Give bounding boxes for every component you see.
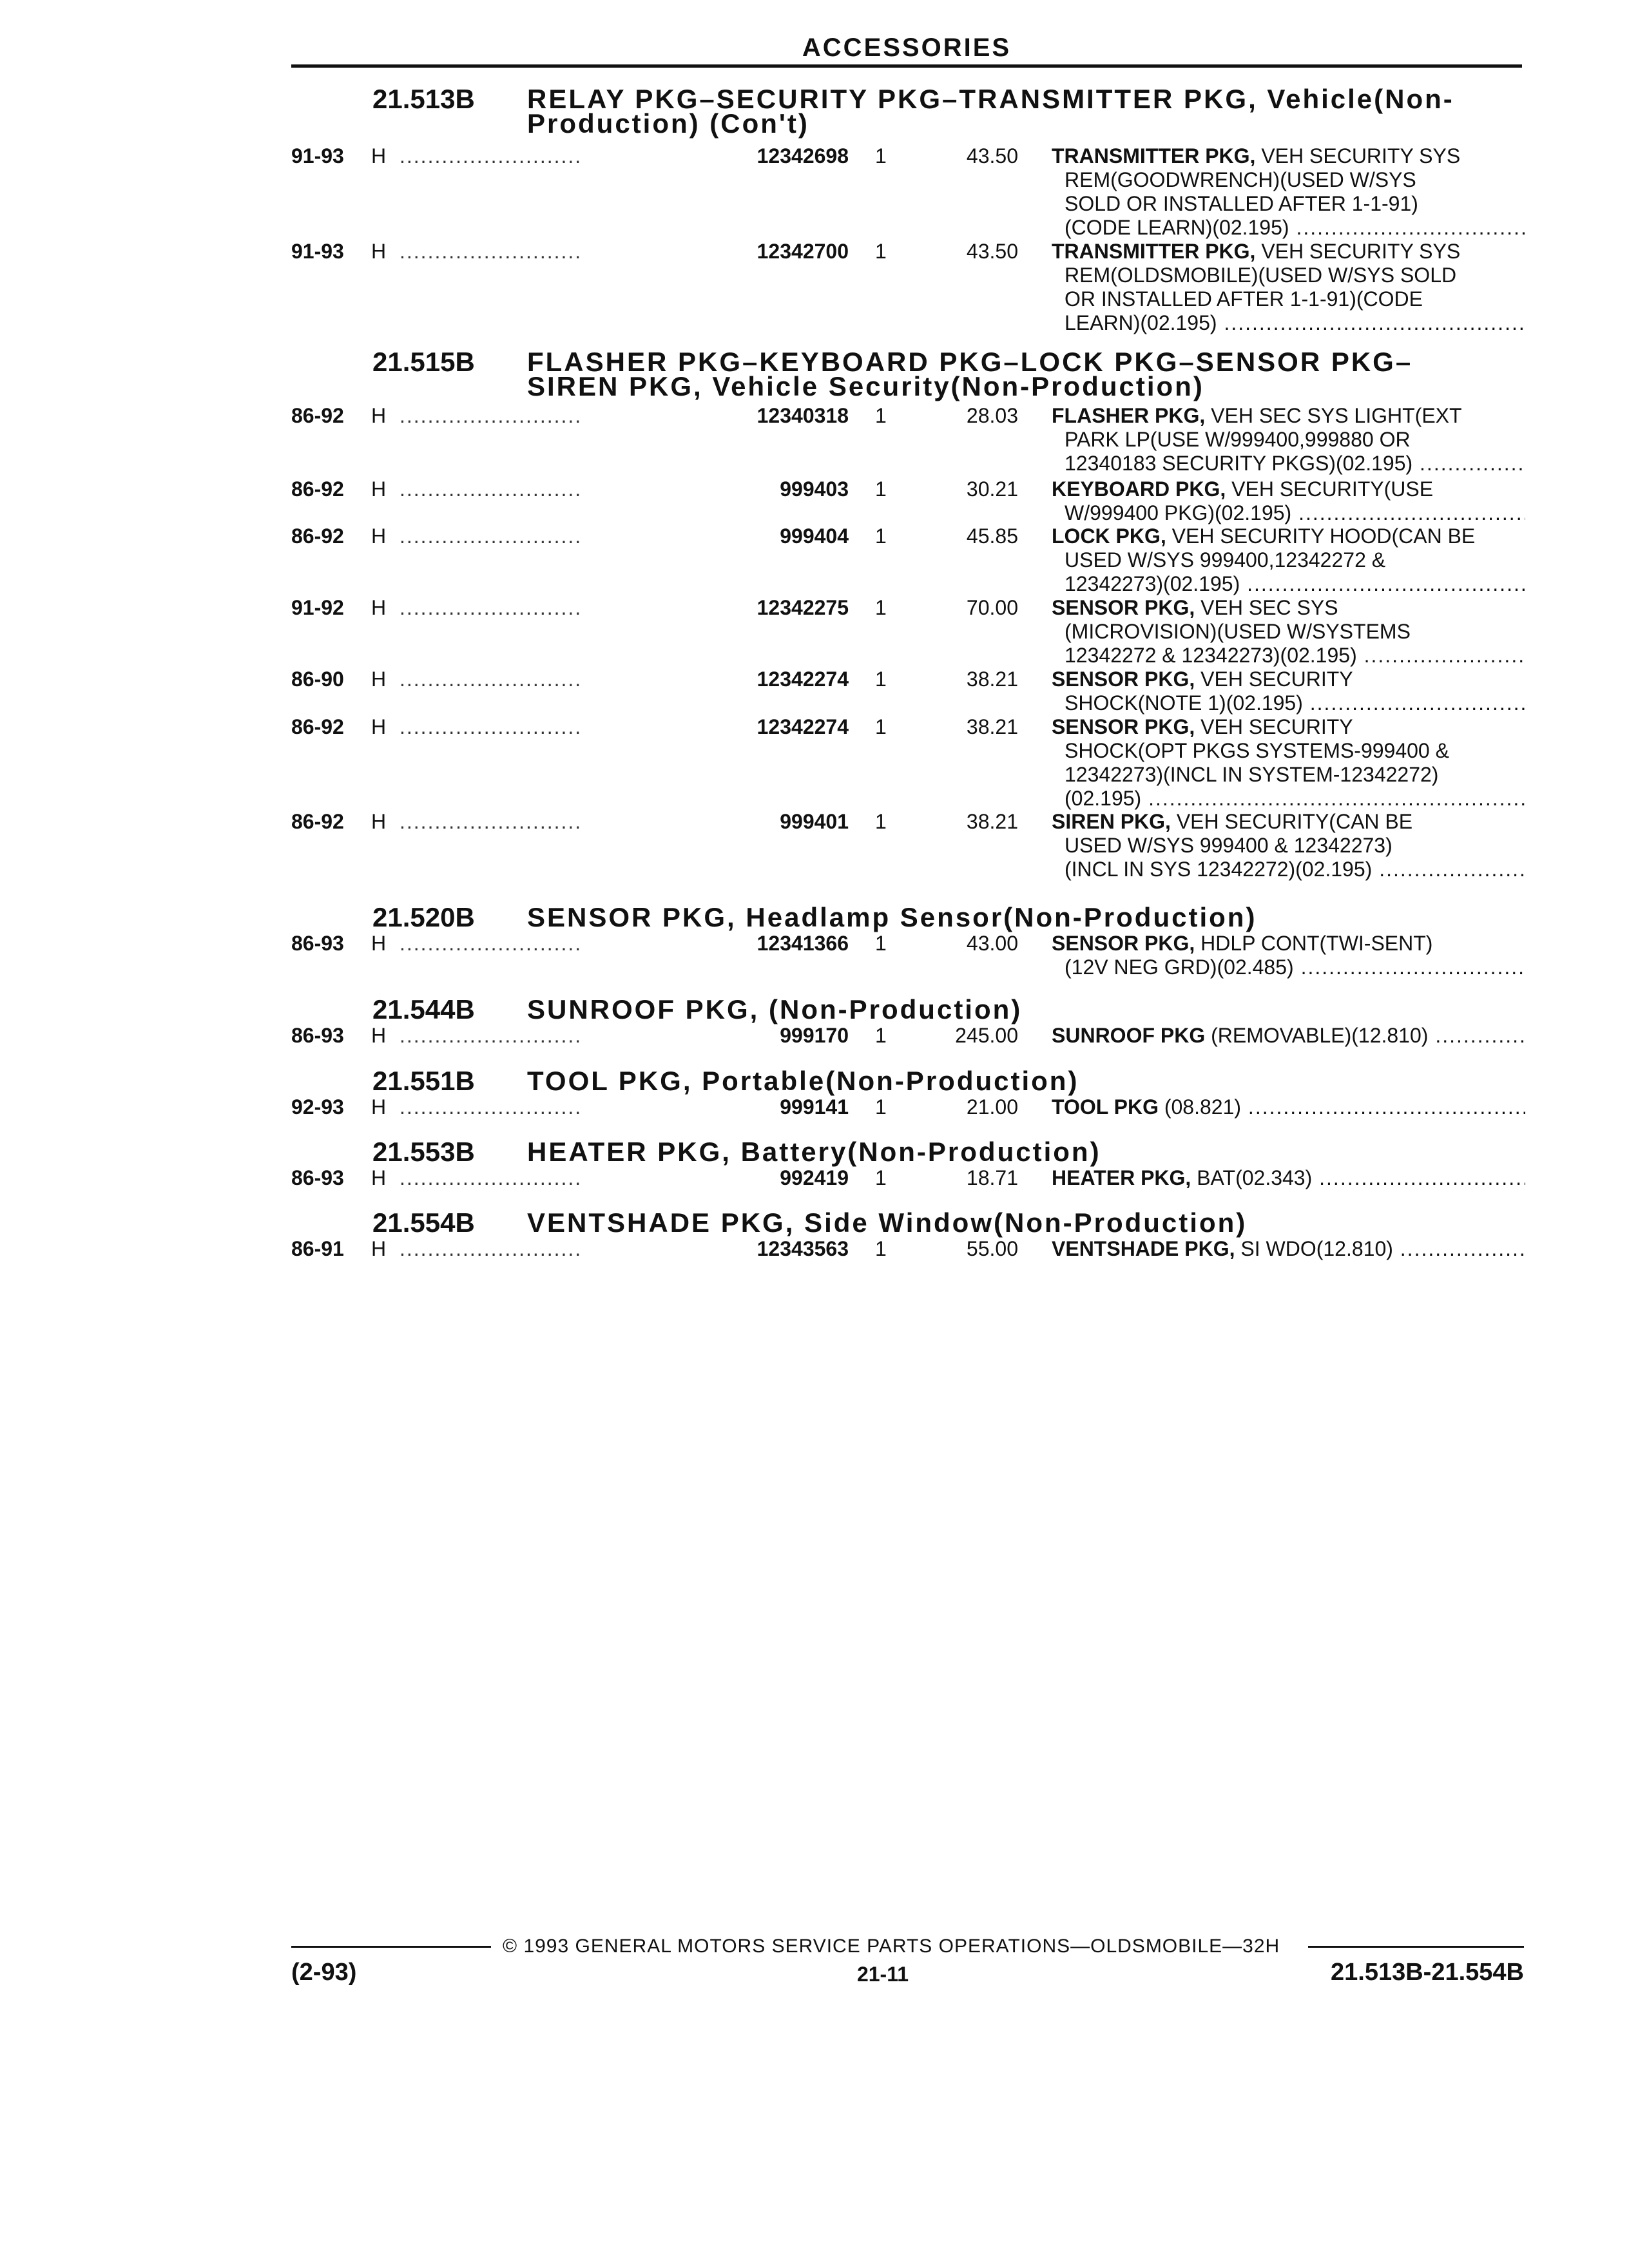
group-title-line: TOOL PKG, Portable(Non-Production) bbox=[527, 1066, 1079, 1096]
description-text: VEH SEC SYS bbox=[1200, 596, 1338, 619]
leader-dots: .......................... bbox=[400, 715, 583, 738]
description-text: (08.821) bbox=[1164, 1095, 1242, 1119]
description-text: (INCL IN SYS 12342272)(02.195) bbox=[1065, 858, 1373, 881]
description-line bbox=[1052, 548, 1525, 572]
description-text: USED W/SYS 999400 & 12342273) bbox=[1065, 834, 1393, 857]
group-title-line: RELAY PKG–SECURITY PKG–TRANSMITTER PKG, Vehicle(Non- bbox=[527, 84, 1454, 114]
part-number: 12342700 bbox=[757, 240, 849, 263]
part-description bbox=[1052, 1095, 1525, 1119]
part-description bbox=[1052, 596, 1525, 668]
quantity: 1 bbox=[875, 1166, 887, 1189]
group-title bbox=[527, 903, 1507, 932]
leader-dots: .......................... bbox=[400, 932, 583, 955]
description-name: TRANSMITTER PKG, bbox=[1052, 144, 1256, 168]
group-title bbox=[527, 1209, 1507, 1237]
description-text: (REMOVABLE)(12.810) bbox=[1211, 1024, 1429, 1047]
description-name: TOOL PKG bbox=[1052, 1095, 1159, 1119]
group-title-line: FLASHER PKG–KEYBOARD PKG–LOCK PKG–SENSOR PKG– bbox=[527, 347, 1413, 377]
price: 38.21 bbox=[966, 810, 1018, 833]
part-description bbox=[1052, 404, 1525, 476]
price: 45.85 bbox=[966, 524, 1018, 548]
price: 43.00 bbox=[966, 932, 1018, 955]
description-line bbox=[1052, 216, 1525, 240]
part-description bbox=[1052, 1024, 1525, 1048]
price: 38.21 bbox=[966, 668, 1018, 691]
header-rule bbox=[291, 64, 1522, 68]
part-description bbox=[1052, 668, 1525, 715]
description-text: (12V NEG GRD)(02.485) bbox=[1065, 956, 1294, 979]
description-text: SHOCK(OPT PKGS SYSTEMS-999400 & bbox=[1065, 739, 1449, 762]
model-years: 86-90 bbox=[291, 668, 344, 691]
model-years: 86-93 bbox=[291, 932, 344, 955]
description-name: HEATER PKG, bbox=[1052, 1166, 1191, 1189]
quantity: 1 bbox=[875, 524, 887, 548]
footer-rule-left bbox=[291, 1946, 491, 1948]
group-title-line: SIREN PKG, Vehicle Security(Non-Production) bbox=[527, 371, 1204, 401]
description-line bbox=[1052, 572, 1525, 596]
description-line bbox=[1052, 287, 1525, 311]
price: 43.50 bbox=[966, 240, 1018, 263]
model-years: 86-91 bbox=[291, 1237, 344, 1260]
usage-code: H bbox=[371, 144, 387, 168]
leader-dots: .......................... bbox=[400, 404, 583, 427]
description-line bbox=[1052, 477, 1525, 501]
description-line bbox=[1052, 404, 1525, 428]
description-text: (02.195) bbox=[1065, 787, 1142, 810]
footer-rule-right bbox=[1308, 1946, 1524, 1948]
price: 18.71 bbox=[966, 1166, 1018, 1189]
leader-dots: .......................... bbox=[400, 524, 583, 548]
usage-code: H bbox=[371, 596, 387, 619]
part-description bbox=[1052, 715, 1525, 811]
quantity: 1 bbox=[875, 668, 887, 691]
description-line bbox=[1052, 144, 1525, 168]
part-number: 999403 bbox=[780, 477, 849, 501]
description-line bbox=[1052, 1166, 1525, 1190]
description-name: SUNROOF PKG bbox=[1052, 1024, 1206, 1047]
part-description bbox=[1052, 1166, 1525, 1190]
footer-date: (2-93) bbox=[291, 1959, 357, 1986]
description-text: W/999400 PKG)(02.195) bbox=[1065, 501, 1292, 524]
part-description bbox=[1052, 524, 1525, 596]
group-code: 21.515B bbox=[372, 347, 475, 377]
description-line bbox=[1052, 956, 1525, 979]
description-line bbox=[1052, 739, 1525, 763]
usage-code: H bbox=[371, 404, 387, 427]
description-text: VEH SECURITY bbox=[1200, 668, 1353, 691]
group-code: 21.551B bbox=[372, 1066, 475, 1096]
description-text: VEH SECURITY HOOD(CAN BE bbox=[1171, 524, 1476, 548]
description-text: (MICROVISION)(USED W/SYSTEMS bbox=[1065, 620, 1411, 643]
model-years: 86-92 bbox=[291, 404, 344, 427]
usage-code: H bbox=[371, 1237, 387, 1260]
description-text: 12342273)(02.195) bbox=[1065, 572, 1240, 595]
price: 21.00 bbox=[966, 1095, 1018, 1119]
model-years: 86-93 bbox=[291, 1024, 344, 1047]
description-line bbox=[1052, 168, 1525, 192]
description-text: (CODE LEARN)(02.195) bbox=[1065, 216, 1289, 239]
description-text: VEH SECURITY(CAN BE bbox=[1176, 810, 1413, 833]
leader-dots: .......................... bbox=[400, 477, 583, 501]
description-text: VEH SECURITY bbox=[1200, 715, 1353, 738]
description-text: USED W/SYS 999400,12342272 & bbox=[1065, 548, 1386, 572]
part-description bbox=[1052, 810, 1525, 881]
quantity: 1 bbox=[875, 810, 887, 833]
usage-code: H bbox=[371, 810, 387, 833]
footer-section-range: 21.513B-21.554B bbox=[1331, 1959, 1524, 1986]
description-line bbox=[1052, 834, 1525, 858]
price: 55.00 bbox=[966, 1237, 1018, 1260]
description-text: OR INSTALLED AFTER 1-1-91)(CODE bbox=[1065, 287, 1423, 311]
group-code: 21.520B bbox=[372, 902, 475, 932]
description-name: SIREN PKG, bbox=[1052, 810, 1171, 833]
usage-code: H bbox=[371, 524, 387, 548]
group-title bbox=[527, 995, 1507, 1024]
description-text: SI WDO(12.810) bbox=[1240, 1237, 1393, 1260]
leader-dots: .......................... bbox=[400, 1095, 583, 1119]
group-title-line: HEATER PKG, Battery(Non-Production) bbox=[527, 1137, 1101, 1167]
description-name: VENTSHADE PKG, bbox=[1052, 1237, 1235, 1260]
group-code: 21.554B bbox=[372, 1207, 475, 1238]
leader-dots: .......................... bbox=[400, 1166, 583, 1189]
model-years: 91-93 bbox=[291, 240, 344, 263]
description-text: SOLD OR INSTALLED AFTER 1-1-91) bbox=[1065, 192, 1418, 215]
description-text: 12342273)(INCL IN SYSTEM-12342272) bbox=[1065, 763, 1439, 786]
usage-code: H bbox=[371, 932, 387, 955]
description-line bbox=[1052, 524, 1525, 548]
usage-code: H bbox=[371, 477, 387, 501]
description-text: PARK LP(USE W/999400,999880 OR bbox=[1065, 428, 1411, 451]
group-title bbox=[527, 1138, 1507, 1166]
description-line bbox=[1052, 1095, 1525, 1119]
description-line bbox=[1052, 1024, 1525, 1048]
leader-dots: .......................... bbox=[400, 144, 583, 168]
description-name: FLASHER PKG, bbox=[1052, 404, 1206, 427]
price: 30.21 bbox=[966, 477, 1018, 501]
description-line bbox=[1052, 787, 1525, 811]
part-number: 999170 bbox=[780, 1024, 849, 1047]
description-line bbox=[1052, 763, 1525, 787]
leader-dots: .......................... bbox=[400, 668, 583, 691]
description-text: REM(GOODWRENCH)(USED W/SYS bbox=[1065, 168, 1416, 191]
description-line bbox=[1052, 620, 1525, 644]
part-number: 999404 bbox=[780, 524, 849, 548]
leader-dots: .......................... bbox=[400, 1237, 583, 1260]
group-title-line: Production) (Con't) bbox=[527, 108, 809, 139]
description-line bbox=[1052, 858, 1525, 881]
description-line bbox=[1052, 691, 1525, 715]
quantity: 1 bbox=[875, 932, 887, 955]
footer-page-number: 21-11 bbox=[856, 1963, 909, 1986]
description-line bbox=[1052, 428, 1525, 452]
description-line bbox=[1052, 192, 1525, 216]
group-title-line: SUNROOF PKG, (Non-Production) bbox=[527, 994, 1023, 1024]
part-number: 999141 bbox=[780, 1095, 849, 1119]
group-title-line: SENSOR PKG, Headlamp Sensor(Non-Production) bbox=[527, 902, 1257, 932]
description-line bbox=[1052, 810, 1525, 834]
price: 245.00 bbox=[955, 1024, 1018, 1047]
leader-dots: .......................... bbox=[400, 1024, 583, 1047]
group-code: 21.513B bbox=[372, 84, 475, 114]
group-title bbox=[527, 348, 1507, 401]
description-line bbox=[1052, 715, 1525, 739]
quantity: 1 bbox=[875, 404, 887, 427]
description-text: VEH SECURITY SYS bbox=[1261, 144, 1461, 168]
model-years: 91-93 bbox=[291, 144, 344, 168]
model-years: 86-92 bbox=[291, 477, 344, 501]
group-code: 21.553B bbox=[372, 1137, 475, 1167]
part-description bbox=[1052, 240, 1525, 335]
part-number: 12342274 bbox=[757, 715, 849, 738]
description-text: HDLP CONT(TWI-SENT) bbox=[1200, 932, 1433, 955]
description-line bbox=[1052, 311, 1525, 335]
group-title bbox=[527, 85, 1507, 138]
quantity: 1 bbox=[875, 477, 887, 501]
description-name: LOCK PKG, bbox=[1052, 524, 1166, 548]
group-code: 21.544B bbox=[372, 994, 475, 1024]
model-years: 91-92 bbox=[291, 596, 344, 619]
description-line bbox=[1052, 452, 1525, 476]
description-text: 12342272 & 12342273)(02.195) bbox=[1065, 644, 1357, 667]
description-name: SENSOR PKG, bbox=[1052, 715, 1195, 738]
quantity: 1 bbox=[875, 1024, 887, 1047]
model-years: 86-92 bbox=[291, 524, 344, 548]
description-line bbox=[1052, 596, 1525, 620]
description-text: VEH SECURITY SYS bbox=[1261, 240, 1461, 263]
usage-code: H bbox=[371, 1095, 387, 1119]
part-description bbox=[1052, 477, 1525, 525]
usage-code: H bbox=[371, 668, 387, 691]
price: 43.50 bbox=[966, 144, 1018, 168]
part-number: 12340318 bbox=[757, 404, 849, 427]
quantity: 1 bbox=[875, 144, 887, 168]
part-description bbox=[1052, 144, 1525, 240]
group-title bbox=[527, 1067, 1507, 1095]
description-text: VEH SEC SYS LIGHT(EXT bbox=[1211, 404, 1462, 427]
description-line bbox=[1052, 501, 1525, 525]
model-years: 86-92 bbox=[291, 810, 344, 833]
usage-code: H bbox=[371, 715, 387, 738]
part-number: 12341366 bbox=[757, 932, 849, 955]
quantity: 1 bbox=[875, 715, 887, 738]
description-name: KEYBOARD PKG, bbox=[1052, 477, 1226, 501]
description-line bbox=[1052, 668, 1525, 691]
description-name: TRANSMITTER PKG, bbox=[1052, 240, 1256, 263]
usage-code: H bbox=[371, 1024, 387, 1047]
footer-copyright: © 1993 GENERAL MOTORS SERVICE PARTS OPERATIONS—OLDSMOBILE—32H bbox=[503, 1936, 1280, 1957]
description-line bbox=[1052, 240, 1525, 264]
description-text: 12340183 SECURITY PKGS)(02.195) bbox=[1065, 452, 1413, 475]
description-name: SENSOR PKG, bbox=[1052, 596, 1195, 619]
model-years: 92-93 bbox=[291, 1095, 344, 1119]
usage-code: H bbox=[371, 1166, 387, 1189]
part-number: 12342275 bbox=[757, 596, 849, 619]
price: 70.00 bbox=[966, 596, 1018, 619]
description-text: LEARN)(02.195) bbox=[1065, 311, 1217, 334]
description-line bbox=[1052, 932, 1525, 956]
part-number: 12342698 bbox=[757, 144, 849, 168]
price: 28.03 bbox=[966, 404, 1018, 427]
leader-dots: .......................... bbox=[400, 596, 583, 619]
description-line bbox=[1052, 264, 1525, 287]
description-name: SENSOR PKG, bbox=[1052, 668, 1195, 691]
description-text: VEH SECURITY(USE bbox=[1231, 477, 1434, 501]
model-years: 86-93 bbox=[291, 1166, 344, 1189]
model-years: 86-92 bbox=[291, 715, 344, 738]
leader-dots: .......................... bbox=[400, 810, 583, 833]
quantity: 1 bbox=[875, 1237, 887, 1260]
description-text: BAT(02.343) bbox=[1197, 1166, 1313, 1189]
description-line bbox=[1052, 644, 1525, 668]
description-name: SENSOR PKG, bbox=[1052, 932, 1195, 955]
part-description bbox=[1052, 932, 1525, 979]
description-text: SHOCK(NOTE 1)(02.195) bbox=[1065, 691, 1303, 715]
leader-dots: .......................... bbox=[400, 240, 583, 263]
page-title: ACCESSORIES bbox=[802, 34, 1012, 62]
quantity: 1 bbox=[875, 240, 887, 263]
price: 38.21 bbox=[966, 715, 1018, 738]
part-description bbox=[1052, 1237, 1525, 1261]
description-line bbox=[1052, 1237, 1525, 1261]
part-number: 12343563 bbox=[757, 1237, 849, 1260]
part-number: 999401 bbox=[780, 810, 849, 833]
usage-code: H bbox=[371, 240, 387, 263]
quantity: 1 bbox=[875, 1095, 887, 1119]
description-text: REM(OLDSMOBILE)(USED W/SYS SOLD bbox=[1065, 264, 1457, 287]
quantity: 1 bbox=[875, 596, 887, 619]
part-number: 12342274 bbox=[757, 668, 849, 691]
group-title-line: VENTSHADE PKG, Side Window(Non-Production) bbox=[527, 1207, 1248, 1238]
part-number: 992419 bbox=[780, 1166, 849, 1189]
